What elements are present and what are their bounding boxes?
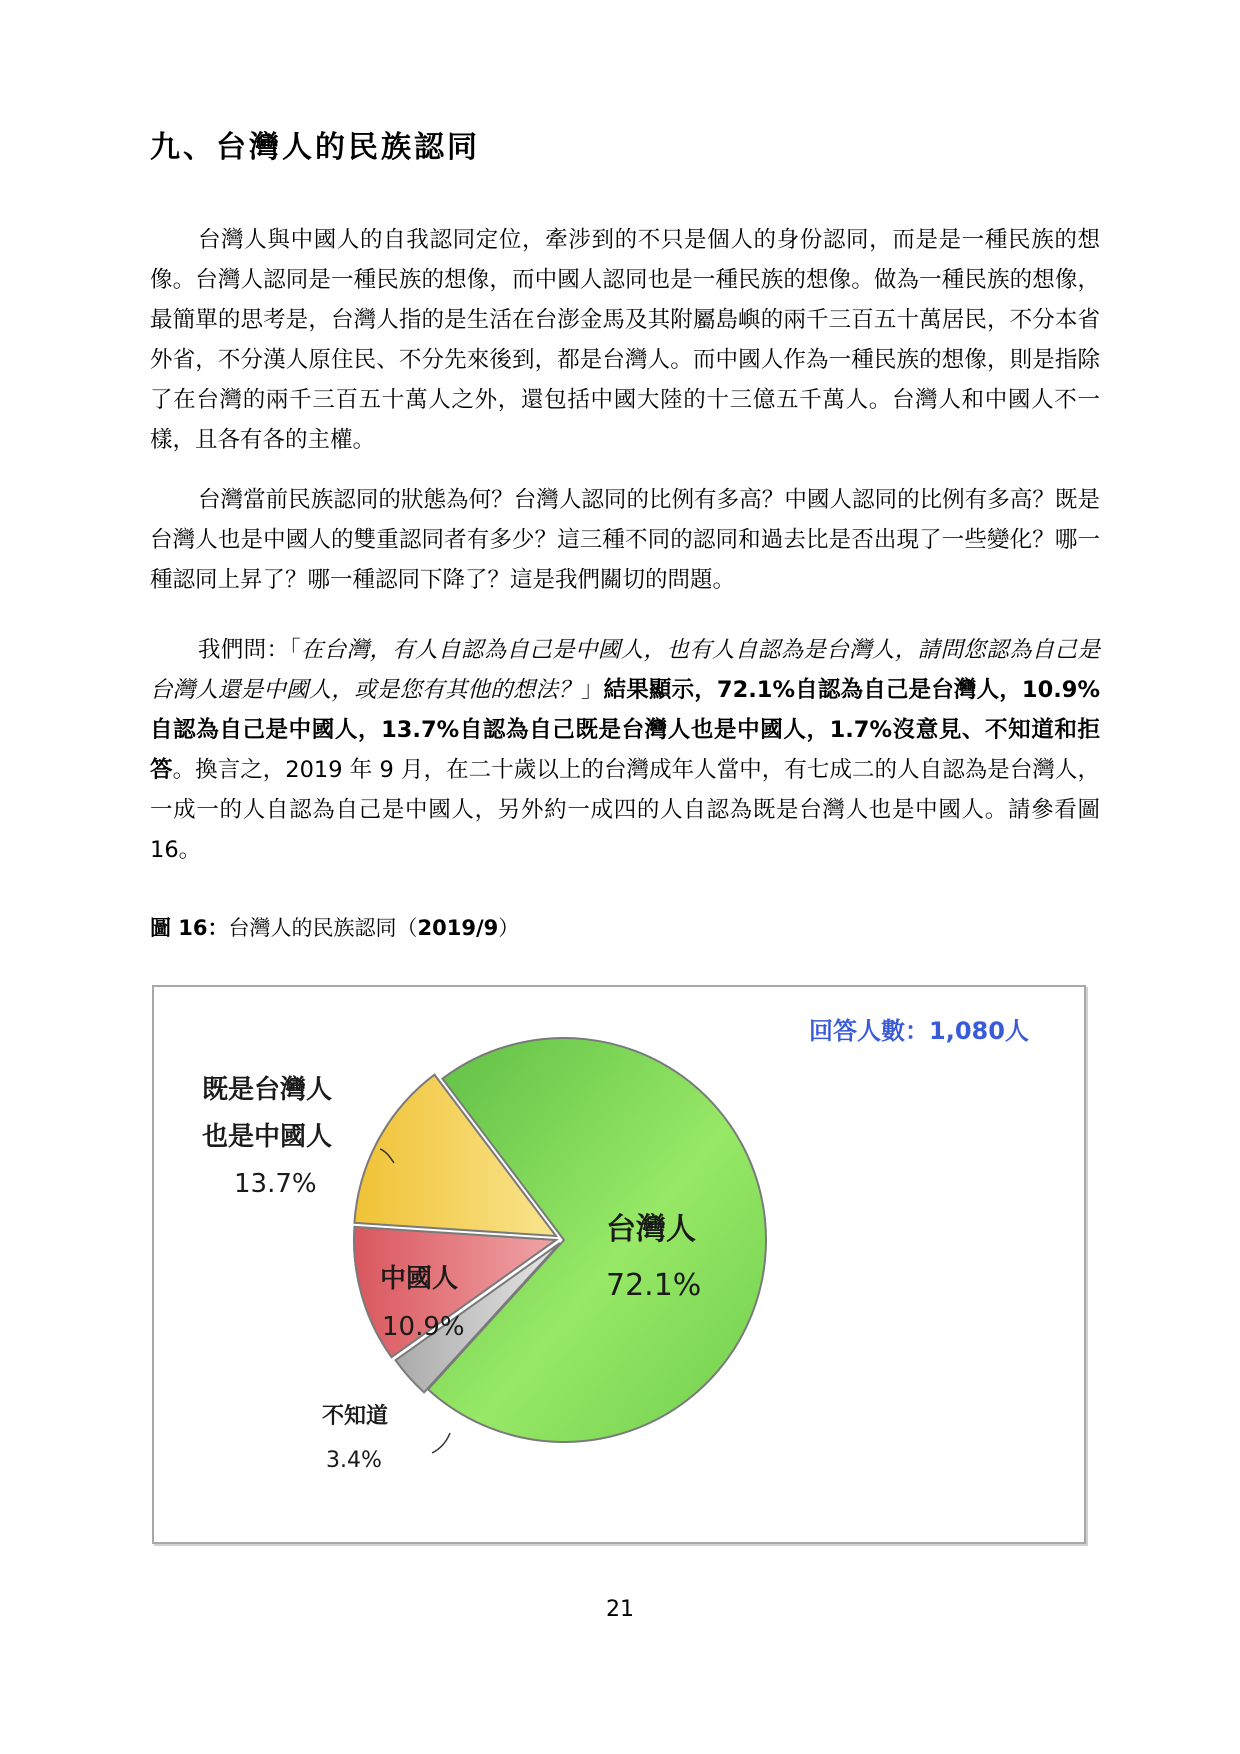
figure-end: ） <box>498 916 520 940</box>
page-number: 21 <box>606 1597 634 1622</box>
paragraph-2: 台灣當前民族認同的狀態為何？台灣人認同的比例有多高？中國人認同的比例有多高？既是台灣人也是中國人的雙重認同者有多少？這三種不同的認同和過去比是否出現了一些變化？哪一種認同上昇了？哪一種認同下降了？這是我們關切的問題。 <box>150 487 1100 593</box>
paragraph-3 <box>150 630 1100 870</box>
pie-chart <box>154 987 1084 1542</box>
value-unknown: 3.4% <box>326 1448 382 1473</box>
figure-title: 台灣人的民族認同（ <box>228 916 418 940</box>
label-taiwanese: 台灣人 <box>606 1212 696 1247</box>
label-chinese: 中國人 <box>380 1264 459 1294</box>
value-chinese: 10.9% <box>382 1312 465 1342</box>
figure-caption <box>150 912 519 942</box>
paragraph-3-tail: 。換言之，2019 年 9 月，在二十歲以上的台灣成年人當中，有七成二的人自認為是台灣人，一成一的人自認為自己是中國人，另外約一成四的人自認為既是台灣人也是中國人。請參看圖 16。 <box>150 757 1100 863</box>
pie-chart-frame <box>152 985 1086 1544</box>
survey-result: 結果顯示，72.1%自認為自己是台灣人，10.9%自認為自己是中國人，13.7%自認為自己既是台灣人也是中國人，1.7%沒意見、不知道和拒答 <box>150 677 1100 783</box>
label-dual-line2: 也是中國人 <box>202 1122 333 1152</box>
figure-date: 2019/9 <box>417 916 499 940</box>
question-close: 」 <box>580 677 604 703</box>
survey-question: 在台灣，有人自認為自己是中國人，也有人自認為是台灣人，請問您認為自己是台灣人還是中國人，或是您有其他的想法？ <box>150 637 1100 703</box>
value-taiwanese: 72.1% <box>606 1268 702 1303</box>
figure-label: 圖 16 <box>150 916 208 940</box>
value-dual: 13.7% <box>234 1169 317 1199</box>
figure-sep: ： <box>207 916 229 940</box>
paragraph-1: 台灣人與中國人的自我認同定位，牽涉到的不只是個人的身份認同，而是是一種民族的想像。台灣人認同是一種民族的想像，而中國人認同也是一種民族的想像。做為一種民族的想像，最簡單的思考是，台灣人指的是生活在台澎金馬及其附屬島嶼的兩千三百五十萬居民，不分本省外省，不分漢人原住民、不分先來後到，都是台灣人。而中國人作為一種民族的想像，則是指除了在台灣的兩千三百五十萬人之外，還包括中國大陸的十三億五千萬人。台灣人和中國人不一樣，且各有各的主權。 <box>150 227 1100 453</box>
leader-line-unknown <box>432 1433 450 1453</box>
respondent-count: 回答人數：1,080人 <box>809 1017 1029 1045</box>
label-dual-line1: 既是台灣人 <box>202 1075 333 1105</box>
label-unknown: 不知道 <box>322 1404 389 1429</box>
section-title: 九、台灣人的民族認同 <box>150 130 480 165</box>
question-lead: 我們問：「 <box>198 637 301 663</box>
